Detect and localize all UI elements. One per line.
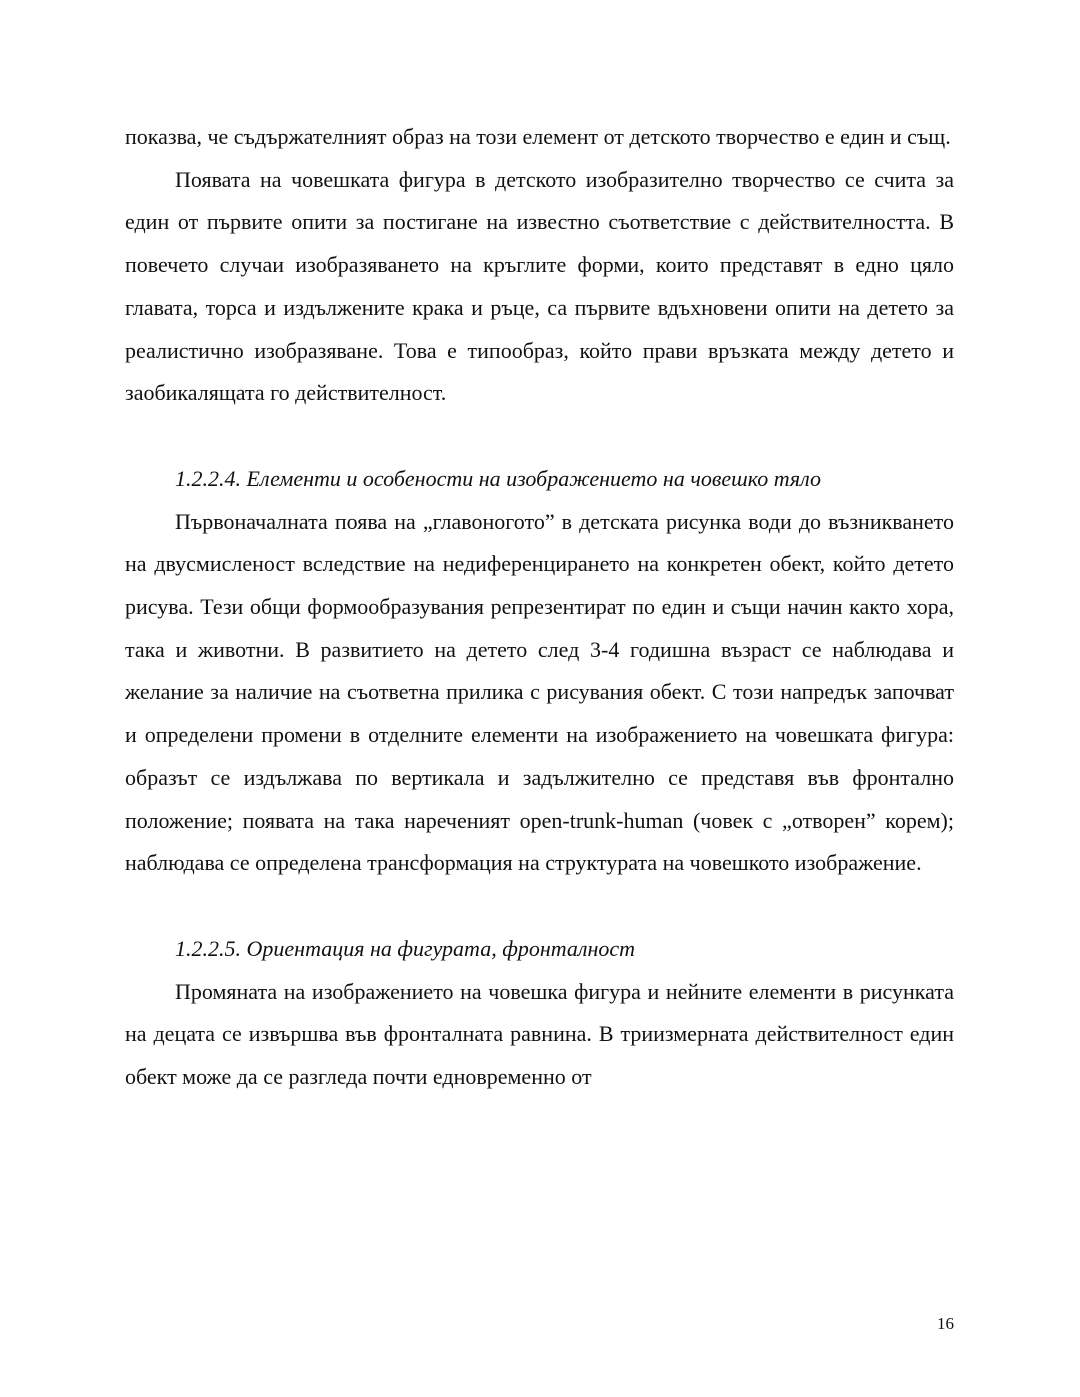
section-heading-1-2-2-5: 1.2.2.5. Ориентация на фигурата, фронталност	[175, 935, 636, 961]
paragraph-human-figure: Появата на човешката фигура в детското изобразително творчество се счита за един от първите опити за постигане на известно съответствие с действителността. В повечето случаи изобразяването на кръглите форми, които представят в едно цяло главата, торса и издължените крака и ръце, са първите вдъхновени опити на детето за реалистично изобразяване. Това е типообраз, който прави връзката между детето и заобикалящата го действителност.	[125, 166, 954, 406]
body-text	[125, 116, 954, 1099]
paragraph-continuation: показва, че съдържателният образ на този елемент от детското творчество е един и същ.	[125, 124, 951, 149]
section-heading-1-2-2-4: 1.2.2.4. Елементи и особености на изображението на човешко тяло	[175, 465, 821, 491]
paragraph-frontal-plane: Промяната на изображението на човешка фигура и нейните елементи в рисунката на децата се извършва във фронталната равнина. В триизмерната действителност един обект може да се разгледа почти едновременно от	[125, 978, 954, 1090]
paragraph-body-elements: Първоначалната поява на „главоногото” в детската рисунка води до възникването на двусмисленост вследствие на недиференцирането на конкретен обект, който детето рисува. Тези общи формообразувания репрезентират по един и същи начин както хора, така и животни. В развитието на детето след 3-4 годишна възраст се наблюдава и желание за наличие на съответна прилика с рисувания обект. С този напредък започват и определени промени в отделните елементи на изображението на човешката фигура: образът се издължава по вертикала и задължително се представя във фронтално положение; появата на така нареченият open-trunk-human (човек с „отворен” корем); наблюдава се определена трансформация на структурата на човешкото изображение.	[125, 508, 954, 876]
page-number: 16	[937, 1314, 954, 1333]
